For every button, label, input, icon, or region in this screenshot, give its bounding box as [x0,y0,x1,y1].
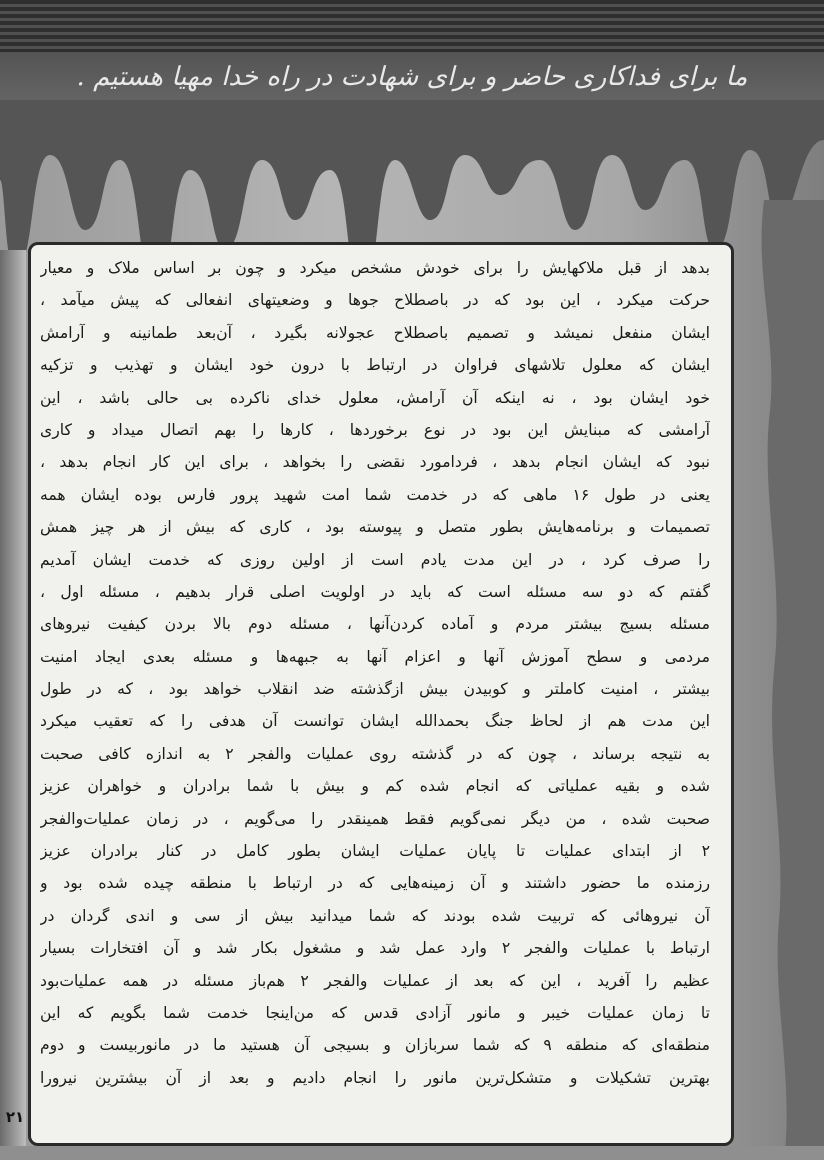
article-line: آرامشی که مبنایش این بود در نوع برخوردها ، کارها را بهم اتصال میداد و کاری [40,420,710,439]
article-line: نبود که ایشان انجام بدهد ، فردامورد نقضی را بخواهد ، برای این کار انجام بدهد ، [40,453,710,472]
article-line: عظیم را آفرید ، این که بعد از عملیات والفجر ۲ هم‌باز مسئله در همه عملیات‌بود [40,971,710,990]
bottom-shade [0,1146,824,1160]
article-line: ایشان که معلول تلاشهای فراوان در ارتباط با درون خود ایشان و تهذیب و تزکیه [40,356,710,375]
article-line: به نتیجه برساند ، چون که در گذشته روی عملیات والفجر ۲ به اندازه کافی صحبت [40,744,710,763]
article-line: بهترین تشکیلات و متشکل‌ترین مانور را انجام دادیم و بعد از آن بیشترین نیرورا [40,1068,710,1087]
article-line: این مدت هم از لحاظ جنگ بحمدالله ایشان توانست آن هدفی را که تعقیب میکرد [40,712,710,731]
article-line: تصمیمات و برنامه‌هایش بطور متصل و پیوسته بود ، کاری که بیش از هر چیز همش [40,518,710,537]
article-line: ارتباط با عملیات والفجر ۲ وارد عمل شد و مشغول بکار شد و آن افتخارات بسیار [40,939,710,958]
article-line: ۲ از ابتدای عملیات تا پایان عملیات ایشان بطور کامل در کنار برادران عزیز [40,842,710,861]
top-decorative-strip [0,0,824,52]
article-line: بدهد از قبل ملاکهایش را برای خودش مشخص میکرد و چون بر اساس ملاک و معیار [40,259,710,277]
header-quote: ما برای فداکاری حاضر و برای شهادت در راه خدا مهیا هستیم . [76,62,748,92]
article-line: حرکت میکرد ، این بود که در باصطلاح جوها و وضعیتهای انفعالی که پیش میآمد ، [40,291,710,310]
article-line: را صرف کرد ، در این مدت یادم است از اولین روزی که خدمت ایشان آمدیم [40,550,710,569]
article-line: گفتم که دو سه مسئله است که باید در اولویت اصلی قرار بدهیم ، مسئله اول ، [40,582,710,601]
article-line: تا زمان عملیات خیبر و مانور آزادی قدس که من‌اینجا خدمت شما بگویم که این [40,1003,710,1022]
article-line: شده و بقیه عملیاتی که انجام شده کم و بیش با شما برادران و خواهران عزیز [40,777,710,796]
article-line: یعنی در طول ۱۶ ماهی که در خدمت شما امت شهید پرور فارس بوده ایشان همه [40,485,710,504]
article-line: صحبت شده ، من دیگر نمی‌گویم فقط همینقدر را می‌گویم ، در زمان عملیات‌والفجر [40,809,710,828]
article-line: مسئله بسیج بیشتر مردم و آماده کردن‌آنها ، مسئله دوم بالا بردن کیفیت نیروهای [40,615,710,634]
article-line: منطقه‌ای که منطقه ۹ که شما سربازان و بسیجی آن هستید ما در مانوربیست و دوم [40,1036,710,1055]
page-number: ۲۱ [5,1108,25,1126]
article-line: خود ایشان بود ، نه اینکه آن آرامش، معلول خدای ناکرده بی حالی باشد ، این [40,388,710,407]
left-margin-strip [0,250,26,1150]
article-line: ایشان منفعل نمیشد و تصمیم باصطلاح عجولانه بگیرد ، آن‌بعد طمانینه و آرامش [40,323,710,342]
article-text [40,252,710,1142]
article-line: مردمی و سطح آموزش آنها و اعزام آنها به جبهه‌ها و مسئله بعدی ایجاد امنیت [40,647,710,666]
article-line: آن نیروهائی که تربیت شده بودند که شما میدانید بیش از سی و اندی گردان در [40,906,710,925]
right-side-drips [724,200,824,1160]
article-line: بیشتر ، امنیت کاملتر و کوبیدن بیش ازگذشته ضد انقلاب خواهد بود ، که در طول [40,680,710,699]
article-line: رزمنده ما حضور داشتند و آن زمینه‌هایی که در ارتباط با منطقه چیده شده بود و [40,874,710,893]
